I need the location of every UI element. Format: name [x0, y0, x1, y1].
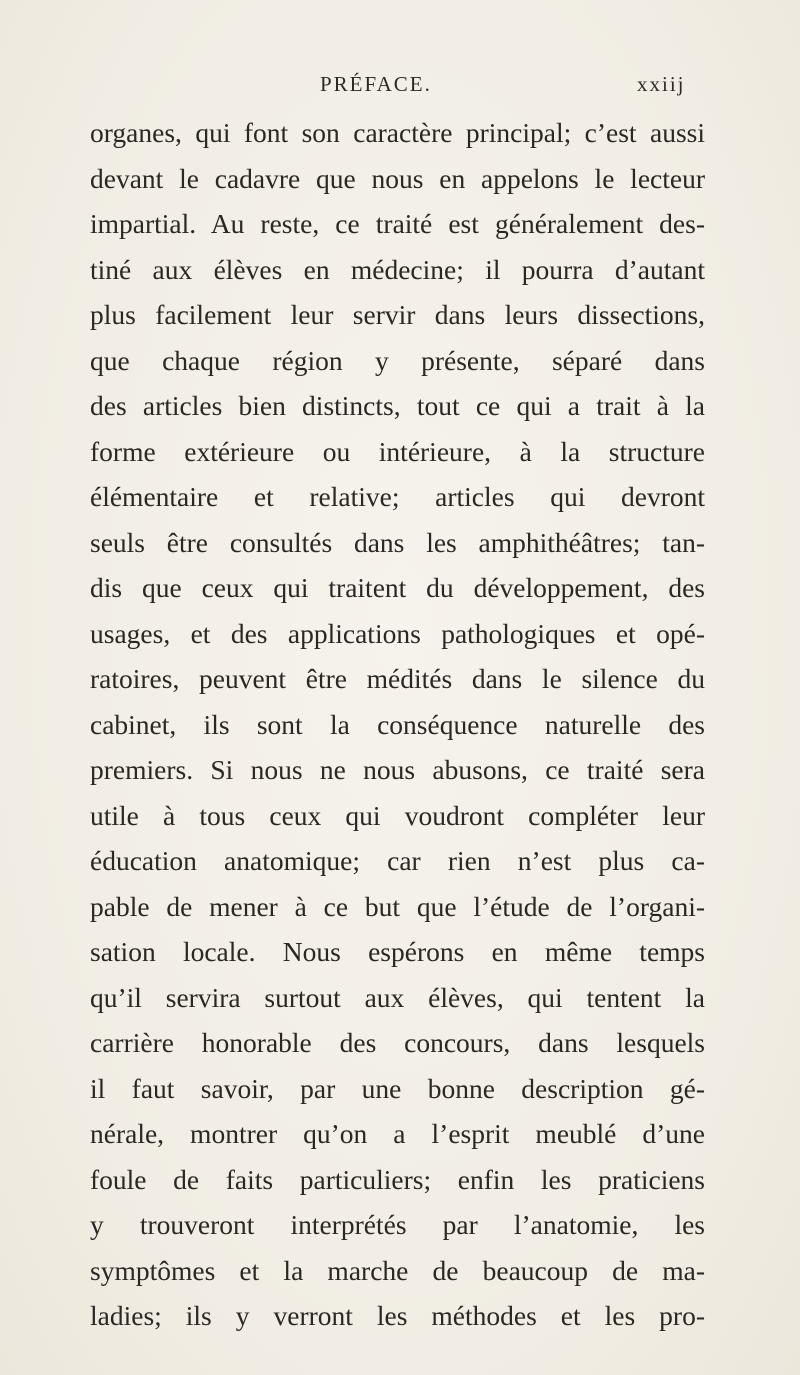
- text-line: impartial. Au reste, ce traité est généralement des-: [90, 208, 705, 239]
- text-line: carrière honorable des concours, dans lesquels: [90, 1027, 705, 1058]
- text-line: que chaque région y présente, séparé dans: [90, 344, 705, 376]
- text-line: premiers. Si nous ne nous abusons, ce traité sera: [90, 754, 705, 785]
- text-line: éducation anatomique; car rien n’est plus ca-: [90, 845, 705, 876]
- text-line: élémentaire et relative; articles qui devront: [90, 481, 705, 512]
- text-line: usages, et des applications pathologiques et opé-: [90, 617, 705, 649]
- text-line: devant le cadavre que nous en appelons le lecteur: [90, 162, 705, 194]
- text-line: y trouveront interprétés par l’anatomie, les: [90, 1209, 705, 1240]
- text-line: utile à tous ceux qui voudront compléter leur: [90, 799, 705, 831]
- text-line: pable de mener à ce but que l’étude de l’organi-: [90, 890, 705, 922]
- text-line: nérale, montrer qu’on a l’esprit meublé d’une: [90, 1118, 705, 1149]
- text-line: il faut savoir, par une bonne description gé-: [90, 1072, 705, 1104]
- text-line: symptômes et la marche de beaucoup de ma-: [90, 1254, 705, 1286]
- text-line: tiné aux élèves en médecine; il pourra d’autant: [90, 253, 705, 285]
- text-line: dis que ceux qui traitent du développement, des: [90, 572, 705, 603]
- text-line: ratoires, peuvent être médités dans le silence du: [90, 663, 705, 694]
- text-line: foule de faits particuliers; enfin les praticiens: [90, 1163, 705, 1195]
- text-line: organes, qui font son caractère principal; c’est aussi: [90, 117, 705, 148]
- running-title: PRÉFACE.: [320, 72, 432, 96]
- text-line: seuls être consultés dans les amphithéâtres; tan-: [90, 526, 705, 558]
- text-line: des articles bien distincts, tout ce qui a trait à la: [90, 390, 705, 421]
- text-line: qu’il servira surtout aux élèves, qui tentent la: [90, 981, 705, 1013]
- text-line: sation locale. Nous espérons en même temps: [90, 936, 705, 967]
- text-line: ladies; ils y verront les méthodes et les pro-: [90, 1300, 705, 1331]
- text-line: cabinet, ils sont la conséquence naturelle des: [90, 708, 705, 740]
- page-number: xxiij: [637, 72, 686, 96]
- page-header: [0, 72, 800, 112]
- text-line: forme extérieure ou intérieure, à la structure: [90, 435, 705, 467]
- body-text: [90, 110, 705, 1339]
- text-line: plus facilement leur servir dans leurs dissections,: [90, 299, 705, 330]
